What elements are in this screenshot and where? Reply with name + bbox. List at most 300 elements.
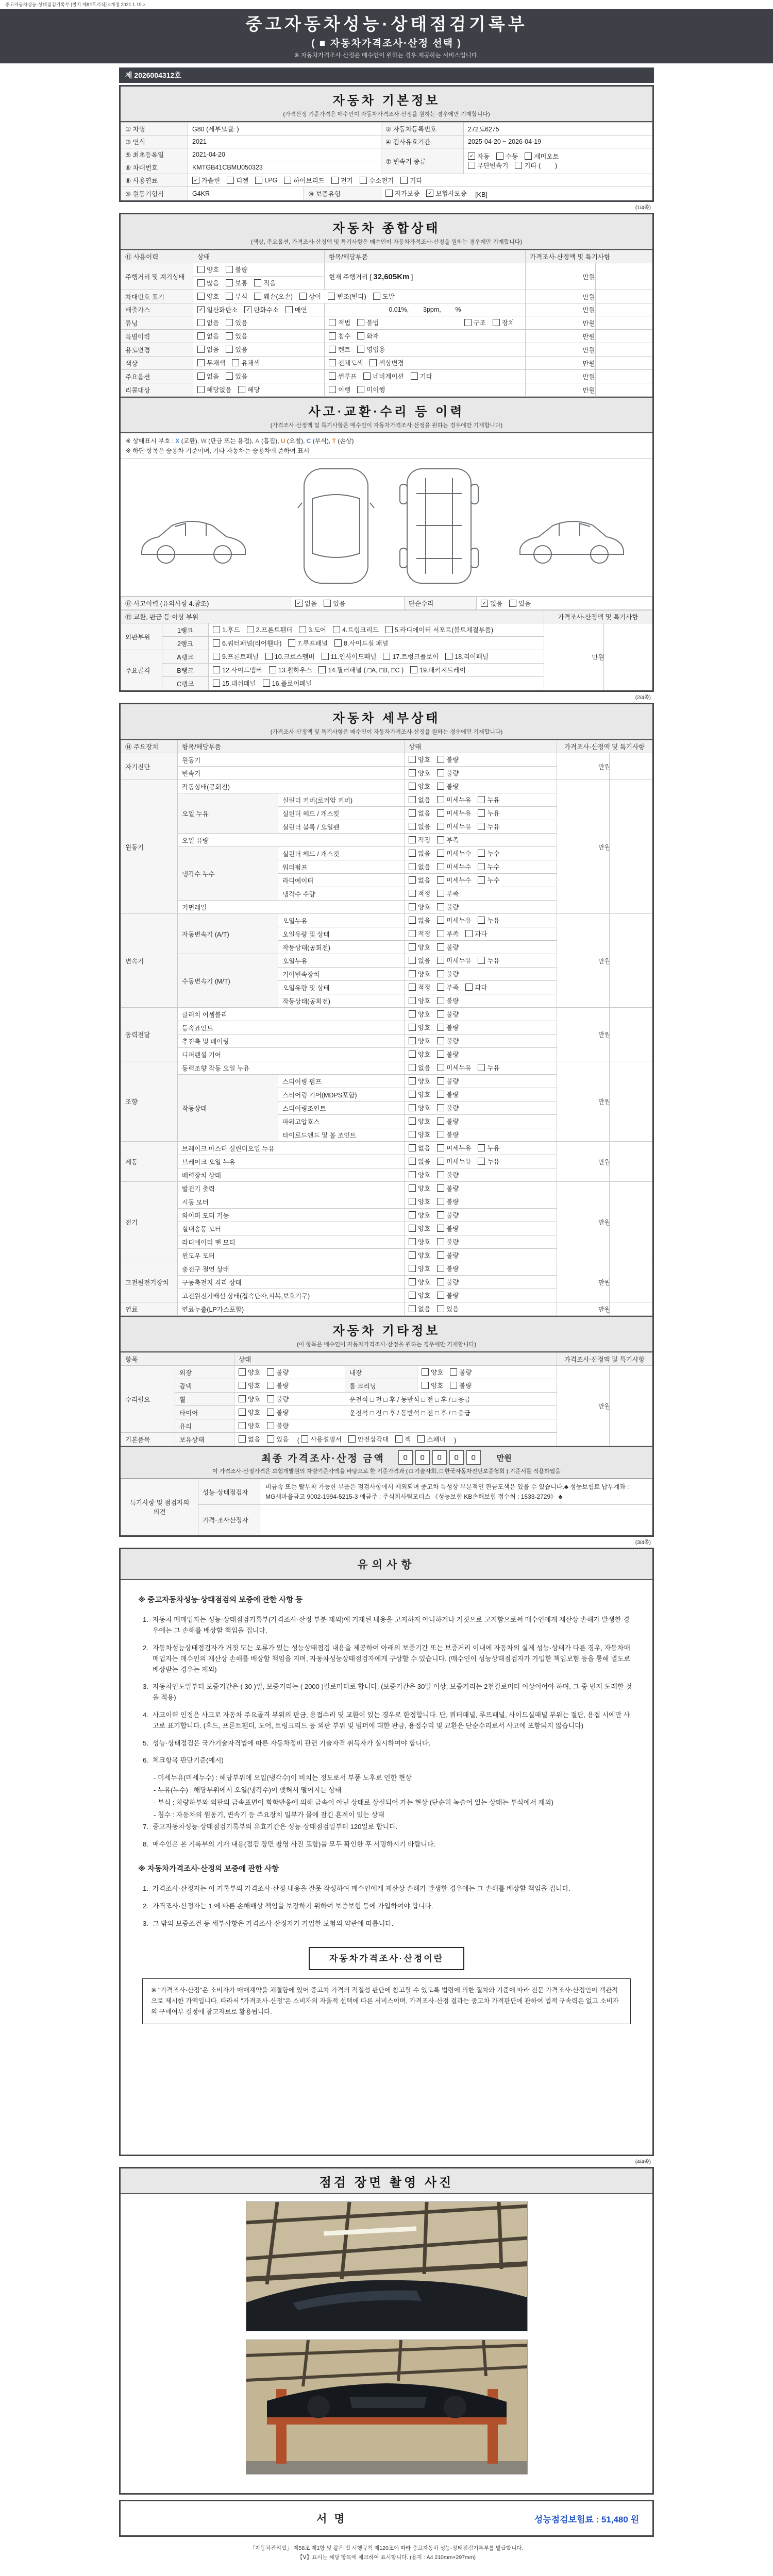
- checkbox-미세누유[interactable]: [437, 808, 471, 818]
- inspection-photo-2: [246, 2340, 528, 2475]
- span-el: 사용설명서: [310, 1436, 342, 1443]
- checkbox-장치[interactable]: [493, 318, 514, 327]
- checkbox-양호[interactable]: [409, 1090, 430, 1099]
- checkbox-불량[interactable]: [437, 1023, 459, 1032]
- checkbox-있음[interactable]: [267, 1434, 289, 1444]
- span-el: [197, 278, 282, 287]
- checkbox-과다[interactable]: [465, 929, 487, 938]
- checkbox-누유[interactable]: [478, 956, 499, 965]
- span-el: [409, 957, 416, 964]
- checkbox-불량[interactable]: [267, 1394, 289, 1403]
- checkbox-양호[interactable]: [409, 1264, 430, 1273]
- checkbox-있음[interactable]: [437, 1304, 459, 1313]
- checkbox-보통[interactable]: [226, 278, 247, 287]
- tr-el: [121, 597, 652, 610]
- checkbox-양호[interactable]: [409, 1116, 430, 1126]
- checkbox-없음[interactable]: [197, 345, 219, 354]
- checkbox-불량[interactable]: [267, 1367, 289, 1377]
- span-el: 미세누유: [446, 957, 472, 964]
- checkbox-없음[interactable]: [197, 371, 219, 381]
- checkbox-양호[interactable]: [409, 1210, 430, 1219]
- checkbox-잭[interactable]: [395, 1434, 411, 1444]
- checkbox-2.프론트휀더[interactable]: [247, 625, 293, 634]
- checkbox-없음[interactable]: [409, 822, 430, 831]
- checkbox-미세누수[interactable]: [437, 875, 471, 885]
- checkbox-불량[interactable]: [437, 1237, 459, 1246]
- tbody-el: [121, 611, 652, 623]
- checkbox-양호[interactable]: [197, 265, 219, 274]
- span-el: [226, 346, 233, 353]
- checkbox-있음[interactable]: [509, 599, 531, 608]
- checkbox-수소전기[interactable]: [360, 176, 394, 185]
- span-el: [213, 653, 220, 660]
- checkbox-1.후드[interactable]: [213, 625, 240, 634]
- checkbox-양호[interactable]: [239, 1381, 260, 1390]
- checkbox-없음[interactable]: [409, 1063, 430, 1072]
- tire-label: 타이어: [175, 1406, 234, 1419]
- span-el: [409, 943, 416, 951]
- status-code-C: C: [306, 437, 311, 445]
- basic-info-title: 자동차 기본정보: [332, 94, 441, 108]
- span-el: 양호: [418, 1185, 431, 1192]
- span-el: [197, 305, 314, 314]
- checkbox-변조(변타)[interactable]: [328, 292, 366, 301]
- span-el: 불량: [446, 1279, 459, 1286]
- span-el: [197, 358, 266, 367]
- state-checks: [405, 914, 557, 927]
- device-group-변속기: 변속기: [121, 914, 178, 1008]
- checkbox-불량[interactable]: [437, 1197, 459, 1206]
- span-el: [409, 1184, 416, 1192]
- checkbox-누유[interactable]: [478, 795, 499, 804]
- checkbox-불량[interactable]: [437, 1170, 459, 1179]
- checkbox-적정[interactable]: [409, 889, 430, 898]
- checkbox-누유[interactable]: [478, 822, 499, 831]
- checkbox-적법[interactable]: [329, 318, 350, 327]
- checkbox-있음[interactable]: [226, 331, 247, 341]
- checkbox-기타[interactable]: [400, 176, 422, 185]
- checkbox-LPG[interactable]: [255, 177, 277, 184]
- span-el: [254, 293, 261, 300]
- row-emissions: [121, 303, 652, 316]
- checkbox-양호[interactable]: [409, 1036, 430, 1045]
- span-el: [409, 863, 416, 870]
- checkbox-없음[interactable]: [239, 1434, 260, 1444]
- span-el: [333, 626, 340, 633]
- checkbox-양호[interactable]: [422, 1367, 443, 1377]
- checkbox-6.쿼터패널(리어휀다)[interactable]: [213, 638, 281, 648]
- checkbox-3.도어[interactable]: [299, 625, 326, 634]
- checkbox-양호[interactable]: [422, 1381, 443, 1390]
- checkbox-불량[interactable]: [437, 1183, 459, 1193]
- checkbox-무채색[interactable]: [197, 358, 225, 367]
- checkbox-양호[interactable]: [409, 1103, 430, 1112]
- checkbox-불량[interactable]: [450, 1381, 472, 1390]
- checkbox-스패너[interactable]: [417, 1434, 445, 1444]
- span-el: [265, 653, 273, 660]
- checkbox-영업용[interactable]: [357, 345, 385, 354]
- checkbox-없음[interactable]: [409, 862, 430, 871]
- etc-col-state: 상태: [234, 1353, 557, 1366]
- color-kind: [325, 357, 526, 370]
- checkbox-양호[interactable]: [239, 1394, 260, 1403]
- checkbox-있음[interactable]: [226, 318, 247, 327]
- span-el: [239, 1381, 295, 1390]
- state-checks: [405, 1008, 557, 1021]
- sub-item-label: 오일누유: [278, 954, 405, 968]
- span-el: 양호: [248, 1422, 261, 1430]
- vin-marking-checks: [193, 290, 526, 303]
- checkbox-14.필러패널 ( □A, □B, □C )[interactable]: [318, 665, 404, 674]
- checkbox-훼손(오손)[interactable]: [254, 292, 293, 301]
- checkbox-하이브리드[interactable]: [284, 176, 324, 185]
- checkbox-탄화수소[interactable]: [244, 305, 278, 314]
- footer-line-2: 【Ⅴ】표시는 해당 항목에 체크하여 표시합니다. (용지 : A4 210mm×297mm): [297, 2554, 476, 2561]
- checkbox-수동[interactable]: [496, 151, 518, 161]
- rank-label: C랭크: [162, 677, 209, 690]
- checkbox-누유[interactable]: [478, 1143, 499, 1153]
- tbody-el: [121, 623, 652, 690]
- tbody-el: [121, 123, 652, 200]
- span-el: [213, 638, 395, 648]
- checkbox-미세누유[interactable]: [437, 1143, 471, 1153]
- checkbox-렌트[interactable]: [329, 345, 350, 354]
- checkbox-5.라디에이터 서포트(볼트체결부품)[interactable]: [385, 625, 493, 634]
- checkbox-양호[interactable]: [409, 942, 430, 952]
- checkbox-누유[interactable]: [478, 916, 499, 925]
- checkbox-양호[interactable]: [409, 969, 430, 978]
- sub-item-label: 타이로드엔드 및 볼 조인트: [278, 1128, 405, 1142]
- span-el: [197, 345, 254, 354]
- checkbox-불량[interactable]: [450, 1367, 472, 1377]
- checkbox-없음[interactable]: [409, 1157, 430, 1166]
- checkbox-양호[interactable]: [409, 996, 430, 1005]
- checkbox-미세누수[interactable]: [437, 849, 471, 858]
- checkbox-누유[interactable]: [478, 1063, 499, 1072]
- checkbox-불량[interactable]: [437, 1291, 459, 1300]
- checkbox-미세누유[interactable]: [437, 916, 471, 925]
- checkbox-10.크로스멤버[interactable]: [265, 652, 315, 661]
- checkbox-디젤[interactable]: [227, 176, 248, 185]
- checkbox-양호[interactable]: [239, 1367, 260, 1377]
- checkbox-양호[interactable]: [409, 1224, 430, 1233]
- checkbox-불량[interactable]: [437, 969, 459, 978]
- span-el: 없음: [418, 863, 431, 871]
- checkbox-불량[interactable]: [267, 1421, 289, 1430]
- checkbox-없음[interactable]: [409, 916, 430, 925]
- checkbox-불량[interactable]: [226, 265, 247, 274]
- checkbox-없음[interactable]: [409, 875, 430, 885]
- checkbox-있음[interactable]: [324, 599, 345, 608]
- checkbox-13.휠하우스[interactable]: [269, 665, 312, 674]
- caution-item: [138, 1884, 635, 1894]
- checkbox-없음[interactable]: [409, 1143, 430, 1153]
- polish-label: 광택: [175, 1379, 234, 1393]
- checkbox-없음[interactable]: [409, 849, 430, 858]
- checkbox-적정[interactable]: [409, 982, 430, 992]
- checkbox-양호[interactable]: [409, 782, 430, 791]
- section-signature: [119, 2500, 654, 2537]
- checkbox-불법[interactable]: [357, 318, 379, 327]
- warranty-extra: [KB]: [475, 191, 488, 198]
- span-el: 양호: [431, 1369, 444, 1376]
- checkbox-불량[interactable]: [437, 942, 459, 952]
- checkbox-부족[interactable]: [437, 889, 459, 898]
- checkbox-양호[interactable]: [409, 1277, 430, 1286]
- checkbox-양호[interactable]: [409, 1049, 430, 1059]
- checkbox-양호[interactable]: [409, 1009, 430, 1019]
- checkbox-16.플로어패널[interactable]: [263, 679, 312, 688]
- checkbox-기타[interactable]: [411, 371, 432, 381]
- checkbox-불량[interactable]: [437, 1224, 459, 1233]
- span-el: 해당: [247, 386, 260, 394]
- checkbox-침수[interactable]: [329, 331, 350, 341]
- checkbox-미세누수[interactable]: [437, 862, 471, 871]
- checkbox-있음[interactable]: [226, 371, 247, 381]
- span-el: [437, 1211, 444, 1218]
- detail-row: [121, 1142, 652, 1155]
- checkbox-누유[interactable]: [478, 808, 499, 818]
- checkbox-불량[interactable]: [267, 1381, 289, 1390]
- span-el: 미세누수: [446, 877, 472, 884]
- checkbox-있음[interactable]: [226, 345, 247, 354]
- checkbox-썬루프[interactable]: [329, 371, 357, 381]
- checkbox-가솔린[interactable]: [192, 176, 220, 185]
- checkbox-불량[interactable]: [437, 1049, 459, 1059]
- checkbox-불량[interactable]: [437, 1076, 459, 1086]
- span-el: 안전삼각대: [357, 1436, 389, 1443]
- checkbox-미세누유[interactable]: [437, 795, 471, 804]
- checkbox-불량[interactable]: [437, 1250, 459, 1260]
- checkbox-양호[interactable]: [409, 902, 430, 911]
- checkbox-15.대쉬패널[interactable]: [213, 679, 256, 688]
- checkbox-불량[interactable]: [437, 1277, 459, 1286]
- checkbox-없음[interactable]: [409, 808, 430, 818]
- span-el: [329, 331, 385, 341]
- checkbox-도말[interactable]: [373, 292, 395, 301]
- g-el: [142, 469, 624, 583]
- checkbox-불량[interactable]: [437, 782, 459, 791]
- checkbox-미세누유[interactable]: [437, 1063, 471, 1072]
- checkbox-이행[interactable]: [329, 385, 350, 394]
- checkbox-7.루프패널[interactable]: [288, 638, 328, 648]
- checkbox-불량[interactable]: [437, 1130, 459, 1139]
- checkbox-부족[interactable]: [437, 835, 459, 844]
- checkbox-11.인사이드패널[interactable]: [322, 652, 377, 661]
- checkbox-구조[interactable]: [464, 318, 486, 327]
- span-el: [267, 1422, 274, 1429]
- checkbox-불량[interactable]: [437, 1210, 459, 1219]
- span-el: 양호: [418, 1091, 431, 1098]
- checkbox-양호[interactable]: [409, 755, 430, 764]
- checkbox-자동[interactable]: [468, 151, 490, 161]
- vin-marking-label: 차대번호 표기: [121, 290, 193, 303]
- checkbox-전체도색[interactable]: [329, 358, 363, 367]
- span-el: 만원: [582, 307, 595, 314]
- checkbox-양호[interactable]: [409, 768, 430, 777]
- span-el: 불량: [446, 1198, 459, 1206]
- checkbox-불량[interactable]: [437, 768, 459, 777]
- year-label: ③ 연식: [121, 135, 188, 148]
- overall-title: 자동차 종합상태: [332, 222, 441, 235]
- checkbox-12.사이드멤버[interactable]: [213, 665, 262, 674]
- span-el: 누수: [487, 877, 500, 884]
- checkbox-양호[interactable]: [197, 292, 219, 301]
- caution-item: [138, 1615, 635, 1636]
- span-el: 불량: [446, 1078, 459, 1085]
- span-el: 불량: [446, 1225, 459, 1232]
- checkbox-없음[interactable]: [197, 318, 219, 327]
- checkbox-불량[interactable]: [437, 902, 459, 911]
- checkbox-불량[interactable]: [437, 996, 459, 1005]
- span-el: 18.리어패널: [455, 653, 489, 660]
- checkbox-누수[interactable]: [478, 849, 499, 858]
- checkbox-양호[interactable]: [409, 1183, 430, 1193]
- reg-no-label: ② 자동차등록번호: [381, 123, 464, 135]
- diagram-top-view: [298, 469, 374, 583]
- checkbox-색상변경[interactable]: [369, 358, 404, 367]
- span-el: 없음: [248, 1436, 261, 1443]
- tr-el: [121, 148, 652, 161]
- span-el: 불량: [446, 904, 459, 911]
- checkbox-유채색[interactable]: [232, 358, 260, 367]
- checkbox-19.패키지트레이[interactable]: [410, 665, 466, 674]
- checkbox-자가보증[interactable]: [385, 189, 419, 198]
- checkbox-양호[interactable]: [409, 1291, 430, 1300]
- appraiser-label: 가격·조사산정자: [198, 1505, 260, 1535]
- checkbox-누유[interactable]: [478, 1157, 499, 1166]
- td-el: [193, 263, 325, 290]
- checkbox-양호[interactable]: [409, 1130, 430, 1139]
- span-el: [409, 1265, 416, 1272]
- span-el: [409, 1157, 507, 1166]
- span-el: 양호: [418, 1051, 431, 1058]
- checkbox-부식[interactable]: [226, 292, 247, 301]
- checkbox-없음[interactable]: [295, 599, 317, 608]
- status-code-A: A: [255, 437, 260, 445]
- checkbox-없음[interactable]: [481, 599, 502, 608]
- glass-checks: [234, 1419, 557, 1433]
- checkbox-매연[interactable]: [285, 305, 307, 314]
- checkbox-양호[interactable]: [239, 1421, 260, 1430]
- checkbox-부족[interactable]: [437, 929, 459, 938]
- checkbox-양호[interactable]: [239, 1408, 260, 1417]
- span-el: 불량: [459, 1369, 472, 1376]
- checkbox-일산화탄소[interactable]: [197, 305, 238, 314]
- checkbox-미세누유[interactable]: [437, 1157, 471, 1166]
- checkbox-미세누유[interactable]: [437, 956, 471, 965]
- checkbox-불량[interactable]: [437, 755, 459, 764]
- span-el: 자동차인도일부터 보증기간은 ( 30 )일, 보증거리는 ( 2000 )킬로미터로 합니다. (보증기간은 30일 이상, 보증거리는 2천킬로미터 이상이어야 하며, 그 중 먼저 도래한 것을 적용): [153, 1683, 632, 1702]
- checkbox-8.사이드실 패널[interactable]: [334, 638, 388, 648]
- checkbox-불량[interactable]: [437, 1090, 459, 1099]
- checkbox-누수[interactable]: [478, 862, 499, 871]
- span-el: [437, 1131, 444, 1138]
- checkbox-부족[interactable]: [437, 982, 459, 992]
- checkbox-불량[interactable]: [267, 1408, 289, 1417]
- detail-row: [121, 753, 652, 767]
- price-digit: 0: [398, 1450, 413, 1465]
- checkbox-미이행[interactable]: [357, 385, 385, 394]
- checkbox-양호[interactable]: [409, 1170, 430, 1179]
- span-el: 만원: [598, 843, 611, 851]
- checkbox-양호[interactable]: [409, 1076, 430, 1086]
- span-el: 도말: [382, 293, 395, 300]
- checkbox-불량[interactable]: [437, 1009, 459, 1019]
- span-el: [409, 1090, 465, 1099]
- checkbox-상이[interactable]: [299, 292, 321, 301]
- span-el: 1.: [143, 1885, 148, 1893]
- span-el: [197, 265, 254, 274]
- span-el: 양호: [418, 1038, 431, 1045]
- checkbox-사용설명서[interactable]: [301, 1434, 341, 1444]
- span-el: 미세누유: [446, 917, 472, 924]
- checkbox-양호[interactable]: [409, 1197, 430, 1206]
- checkbox-불량[interactable]: [437, 1103, 459, 1112]
- checkbox-보험사보증[interactable]: [426, 189, 466, 198]
- span-el: [409, 1251, 416, 1259]
- span-el: [409, 1050, 416, 1058]
- span-el: [465, 984, 473, 991]
- checkbox-없음[interactable]: [197, 331, 219, 341]
- span-el: 누유: [487, 823, 500, 831]
- checkbox-전기[interactable]: [331, 176, 353, 185]
- checkbox-많음[interactable]: [197, 278, 219, 287]
- checkbox-양호[interactable]: [409, 1237, 430, 1246]
- span-el: 5.라디에이터 서포트(볼트체결부품): [394, 626, 494, 634]
- checkbox-불량[interactable]: [437, 1264, 459, 1273]
- checkbox-적정[interactable]: [409, 929, 430, 938]
- overall-col-usage: ⑪ 사용이력: [121, 250, 193, 263]
- sub-item-label: 실린더 커버(로커암 커버): [278, 793, 405, 807]
- checkbox-누수[interactable]: [478, 875, 499, 885]
- checkbox-기타 ( )[interactable]: [515, 161, 557, 170]
- checkbox-안전삼각대[interactable]: [348, 1434, 389, 1444]
- span-el: [329, 346, 336, 353]
- checkbox-해당[interactable]: [238, 385, 260, 394]
- fuel-label: ⑧ 사용연료: [121, 174, 188, 187]
- checkbox-없음[interactable]: [409, 956, 430, 965]
- state-checks: [405, 1249, 557, 1262]
- checkbox-17.트렁크플로어[interactable]: [383, 652, 439, 661]
- span-el: 불량: [459, 1382, 472, 1389]
- span-el: [175, 437, 354, 445]
- span-el: [409, 1292, 416, 1299]
- checkbox-불량[interactable]: [437, 1116, 459, 1126]
- checkbox-적음[interactable]: [254, 278, 276, 287]
- span-el: 양호: [418, 944, 431, 951]
- checkbox-화재[interactable]: [357, 331, 379, 341]
- checkbox-네비게이션[interactable]: [363, 371, 404, 381]
- checkbox-없음[interactable]: [409, 795, 430, 804]
- checkbox-미세누유[interactable]: [437, 822, 471, 831]
- checkbox-양호[interactable]: [409, 1250, 430, 1260]
- checkbox-9.프론트패널[interactable]: [213, 652, 259, 661]
- span-el: 양호: [418, 1225, 431, 1232]
- checkbox-과다[interactable]: [465, 982, 487, 992]
- checkbox-18.리어패널[interactable]: [445, 652, 489, 661]
- checkbox-불량[interactable]: [437, 1036, 459, 1045]
- checkbox-4.트렁크리드[interactable]: [333, 625, 379, 634]
- checkbox-없음[interactable]: [409, 1304, 430, 1313]
- checkbox-적정[interactable]: [409, 835, 430, 844]
- checkbox-무단변속기[interactable]: [468, 161, 508, 170]
- checkbox-세미오토[interactable]: [525, 151, 559, 161]
- span-el: (판금 또는 용접),: [206, 437, 256, 445]
- price-cell: [557, 1182, 652, 1262]
- checkbox-양호[interactable]: [409, 1023, 430, 1032]
- checkbox-해당없음[interactable]: [197, 385, 231, 394]
